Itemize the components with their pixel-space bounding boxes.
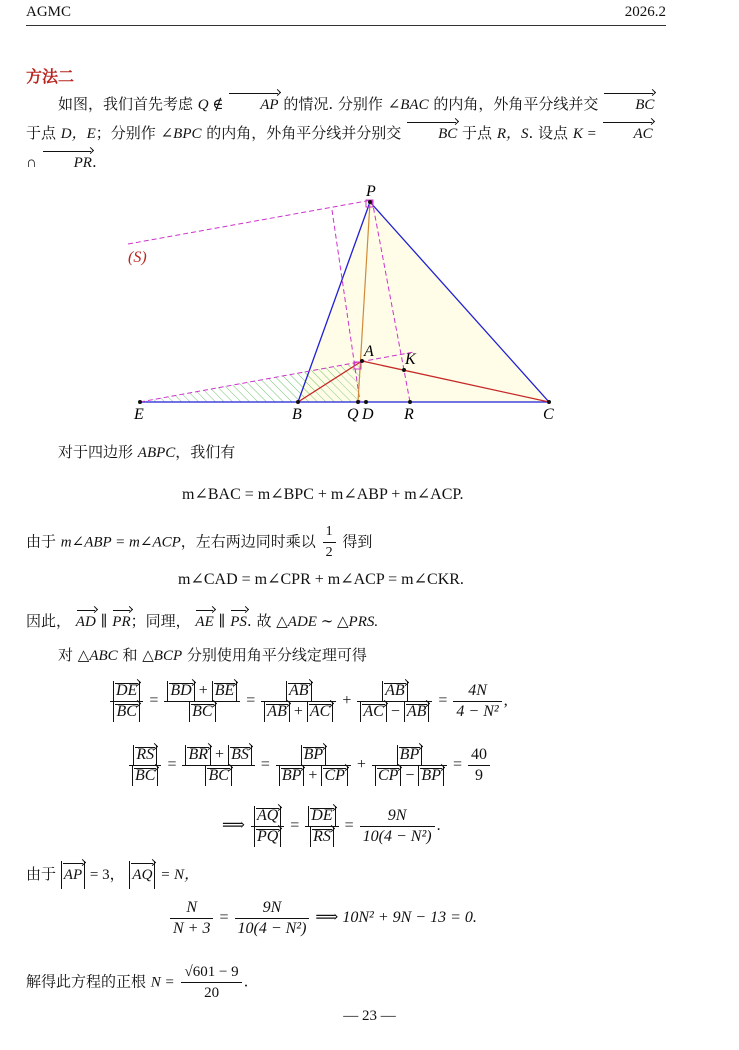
text: 分别使用角平分线定理可得 bbox=[186, 646, 367, 664]
math-n: N = bbox=[150, 974, 175, 991]
text: 和 bbox=[122, 646, 138, 664]
fraction-half: $\frac{1}{2}$ bbox=[323, 522, 336, 563]
fraction-root: $\frac{√601 - 9}{20}$ bbox=[181, 962, 241, 1003]
abs-ap: AP bbox=[61, 861, 85, 889]
equation-de-bc: $\frac{DE}{BC}$ = $\frac{BD + BE}{BC}$ = $\frac{AB}{AB + AC}$ + $\frac{AB}{AC - AB}$ = $\frac{4N}{\text{4 − N²}}$ , bbox=[108, 681, 508, 722]
segment-ap: AP bbox=[228, 91, 278, 119]
equation-quadratic: $\frac{N}{N + 3}$ = $\frac{9N}{\text{10(4 − N²)}}$ ⟹ 10N² + 9N − 13 = 0. bbox=[168, 898, 477, 939]
intro-text: 于点 bbox=[26, 124, 57, 142]
text: 因此， bbox=[26, 612, 72, 630]
intro-text: 的内角，外角平分线并交 bbox=[433, 95, 599, 113]
segment-ae: AE bbox=[195, 608, 213, 636]
intro-text: 的情况. 分别作 bbox=[283, 95, 383, 113]
given-paragraph bbox=[26, 860, 666, 889]
label-q: Q bbox=[347, 406, 359, 423]
label-e: E bbox=[134, 406, 144, 423]
text: 解得此方程的正根 bbox=[26, 972, 147, 991]
intro-text: . 设点 bbox=[528, 124, 569, 142]
journal-name: AGMC bbox=[26, 4, 72, 20]
triangle-bcp: △BCP bbox=[142, 648, 183, 664]
intro-text: ；分别作 bbox=[95, 124, 156, 142]
math-k: K = bbox=[572, 126, 597, 142]
intro-text: 的内角，外角平分线并分别交 bbox=[206, 124, 402, 142]
solve-paragraph: 解得此方程的正根 N = $\frac{√601 - 9}{20}$ . bbox=[26, 964, 249, 1001]
parallel-symbol: ∥ bbox=[100, 614, 108, 630]
value: = N， bbox=[160, 867, 200, 883]
segment-ps: PS bbox=[230, 608, 247, 636]
cap-symbol: ∩ bbox=[26, 155, 37, 171]
triangle-abc: △ABC bbox=[77, 648, 118, 664]
segment-ac: AC bbox=[602, 120, 653, 148]
intro-text: . bbox=[91, 153, 97, 171]
external-bisector-p bbox=[128, 200, 372, 244]
segment-bc: BC bbox=[406, 120, 457, 148]
text: . 故 bbox=[246, 612, 272, 630]
segment-ad: AD bbox=[76, 608, 96, 636]
math-similar: △ADE ∼ △PRS. bbox=[276, 614, 379, 630]
points-rs: R，S bbox=[496, 126, 529, 142]
equation-cad: m∠CAD = m∠CPR + m∠ACP = m∠CKR. bbox=[178, 571, 464, 588]
therefore-paragraph bbox=[26, 607, 666, 636]
math-angle-eq: m∠ABP = m∠ACP bbox=[60, 534, 181, 551]
math-q-notin: Q ∉ bbox=[197, 97, 224, 113]
quad-paragraph bbox=[26, 438, 666, 467]
text: 对 bbox=[58, 646, 74, 664]
label-r: R bbox=[404, 406, 414, 423]
math-abpc: ABPC bbox=[137, 445, 176, 461]
equation-aq-pq: ⟹ $\frac{AQ}{PQ}$ = $\frac{DE}{RS}$ = $\frac{9N}{\text{10(4 − N²)}}$ . bbox=[222, 807, 441, 845]
label-k: K bbox=[405, 351, 416, 368]
segment-bc: BC bbox=[603, 91, 654, 119]
issue-date: 2026.2 bbox=[624, 4, 666, 20]
value: = 3， bbox=[89, 867, 125, 883]
apply-paragraph bbox=[26, 641, 666, 670]
label-a: A bbox=[364, 343, 374, 360]
text: 得到 bbox=[342, 532, 373, 551]
equation-angle-sum: m∠BAC = m∠BPC + m∠ABP + m∠ACP. bbox=[182, 486, 464, 503]
segment-pr: PR bbox=[112, 608, 130, 636]
text: 由于 bbox=[26, 865, 57, 883]
abs-aq: AQ bbox=[129, 861, 155, 889]
text: ，左右两边同时乘以 bbox=[180, 532, 316, 551]
points-de: D，E bbox=[60, 126, 96, 142]
since-paragraph bbox=[26, 522, 666, 563]
label-s: (S) bbox=[128, 249, 147, 266]
parallel-symbol: ∥ bbox=[218, 614, 226, 630]
angle-bac: ∠BAC bbox=[387, 97, 429, 113]
segment-pr: PR bbox=[42, 149, 92, 177]
label-d: D bbox=[362, 406, 374, 423]
label-b: B bbox=[292, 406, 302, 423]
text: 由于 bbox=[26, 532, 57, 551]
text: 对于四边形 bbox=[58, 443, 134, 461]
equation-rs-bc: $\frac{RS}{BC}$ = $\frac{BR + BS}{BC}$ = $\frac{BP}{BP + CP}$ + $\frac{BP}{CP - BP}$ = $\frac{40}{9}$ bbox=[127, 745, 492, 786]
text: ，我们有 bbox=[175, 443, 236, 461]
geometry-figure bbox=[0, 0, 739, 440]
page-number: — 23 — bbox=[343, 1008, 396, 1024]
text: ；同理， bbox=[130, 612, 191, 630]
label-p: P bbox=[366, 183, 376, 200]
section-title: 方法二 bbox=[26, 67, 75, 86]
angle-bpc: ∠BPC bbox=[160, 126, 202, 142]
intro-text: 于点 bbox=[462, 124, 493, 142]
intro-text: 如图，我们首先考虑 bbox=[58, 95, 194, 113]
label-c: C bbox=[543, 406, 554, 423]
